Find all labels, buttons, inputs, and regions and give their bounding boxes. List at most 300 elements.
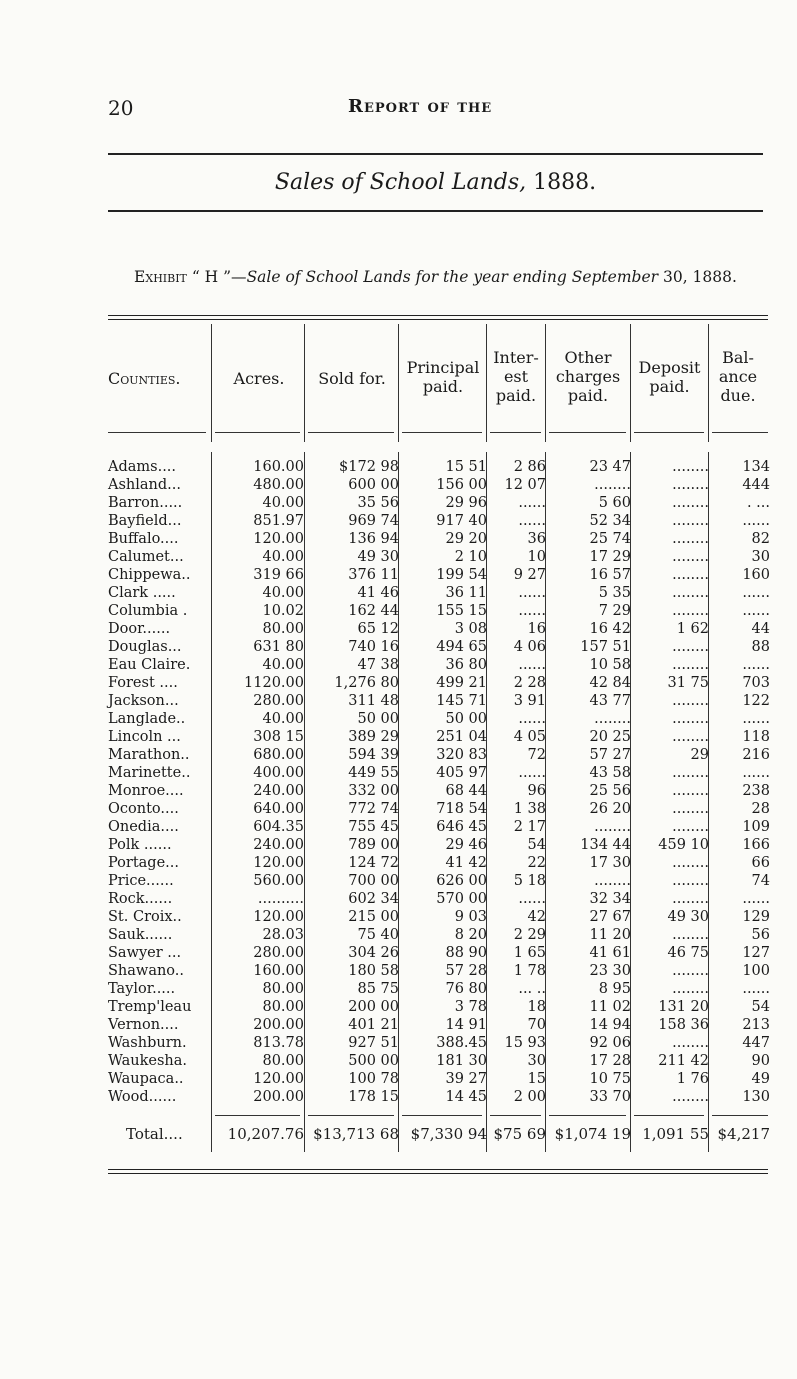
header-line: Counties. xyxy=(108,369,181,388)
deposit-cell: ........ xyxy=(672,1089,709,1105)
county-cell: Ashland... xyxy=(108,477,181,493)
balance-cell: 66 xyxy=(751,855,770,871)
total-other: $1,074 19 xyxy=(554,1125,631,1143)
deposit-cell: ........ xyxy=(672,981,709,997)
county-cell: Polk ...... xyxy=(108,837,172,853)
other-charges-cell: 32 34 xyxy=(589,891,631,907)
county-cell: Buffalo.... xyxy=(108,531,179,547)
county-cell: Taylor..... xyxy=(108,981,176,997)
county-cell: Shawano.. xyxy=(108,963,185,979)
deposit-cell: ........ xyxy=(672,891,709,907)
deposit-cell: ........ xyxy=(672,603,709,619)
principal-cell: 320 83 xyxy=(436,747,487,763)
balance-cell: 238 xyxy=(742,783,770,799)
header-rule xyxy=(549,432,626,433)
other-charges-cell: 42 84 xyxy=(589,675,631,691)
principal-cell: 405 97 xyxy=(436,765,487,781)
deposit-cell: ........ xyxy=(672,513,709,529)
table-row xyxy=(108,782,770,800)
other-charges-cell: 134 44 xyxy=(580,837,631,853)
principal-cell: 57 28 xyxy=(445,963,487,979)
table-row xyxy=(108,836,770,854)
principal-cell: 36 11 xyxy=(445,585,487,601)
acres-cell: 160.00 xyxy=(253,963,304,979)
sold-for-cell: 389 29 xyxy=(348,729,399,745)
table-row xyxy=(108,512,770,530)
sold-for-cell: 401 21 xyxy=(348,1017,399,1033)
principal-cell: 8 20 xyxy=(454,927,487,943)
acres-cell: 120.00 xyxy=(253,909,304,925)
header-line: ance xyxy=(718,367,758,386)
county-cell: Adams.... xyxy=(108,459,177,475)
county-cell: Oconto.... xyxy=(108,801,179,817)
acres-cell: 10.02 xyxy=(262,603,304,619)
column-header-interest xyxy=(487,348,545,405)
county-cell: Forest .... xyxy=(108,675,178,691)
deposit-cell: ........ xyxy=(672,531,709,547)
county-cell: Waupaca.. xyxy=(108,1071,184,1087)
principal-cell: 917 40 xyxy=(436,513,487,529)
sold-for-cell: 376 11 xyxy=(348,567,399,583)
acres-cell: 120.00 xyxy=(253,531,304,547)
other-charges-cell: 17 30 xyxy=(589,855,631,871)
header-line: paid. xyxy=(422,377,464,396)
total-rule xyxy=(490,1115,541,1116)
sold-for-cell: 178 15 xyxy=(348,1089,399,1105)
acres-cell: 120.00 xyxy=(253,855,304,871)
exhibit-mark: “ H ”— xyxy=(186,268,247,286)
other-charges-cell: 10 58 xyxy=(589,657,631,673)
deposit-cell: ........ xyxy=(672,711,709,727)
interest-cell: 2 86 xyxy=(513,459,546,475)
interest-cell: 22 xyxy=(527,855,546,871)
interest-cell: 2 17 xyxy=(513,819,546,835)
sold-for-cell: 789 00 xyxy=(348,837,399,853)
sales-table-body xyxy=(108,458,770,1106)
principal-cell: 570 00 xyxy=(436,891,487,907)
balance-cell: 134 xyxy=(742,459,770,475)
acres-cell: 200.00 xyxy=(253,1017,304,1033)
balance-cell: 127 xyxy=(742,945,770,961)
deposit-cell: 1 62 xyxy=(676,621,709,637)
deposit-cell: ........ xyxy=(672,1035,709,1051)
table-row xyxy=(108,962,770,980)
deposit-cell: ........ xyxy=(672,873,709,889)
balance-cell: ...... xyxy=(742,981,770,997)
interest-cell: ...... xyxy=(518,711,546,727)
interest-cell: ...... xyxy=(518,513,546,529)
county-cell: Lincoln ... xyxy=(108,729,181,745)
column-header-principal xyxy=(399,358,487,396)
principal-cell: 251 04 xyxy=(436,729,487,745)
acres-cell: 308 15 xyxy=(253,729,304,745)
total-sold: $13,713 68 xyxy=(313,1125,399,1143)
county-cell: Door...... xyxy=(108,621,171,637)
acres-cell: 40.00 xyxy=(262,495,304,511)
balance-cell: 88 xyxy=(751,639,770,655)
sold-for-cell: 740 16 xyxy=(348,639,399,655)
other-charges-cell: ........ xyxy=(594,477,631,493)
other-charges-cell: 157 51 xyxy=(580,639,631,655)
county-cell: Bayfield... xyxy=(108,513,182,529)
principal-cell: 50 00 xyxy=(445,711,487,727)
table-row xyxy=(108,692,770,710)
header-rule xyxy=(108,432,206,433)
table-row xyxy=(108,602,770,620)
county-cell: Waukesha. xyxy=(108,1053,188,1069)
principal-cell: 9 03 xyxy=(454,909,487,925)
other-charges-cell: 16 57 xyxy=(589,567,631,583)
acres-cell: 280.00 xyxy=(253,693,304,709)
header-rule xyxy=(712,432,768,433)
deposit-cell: ........ xyxy=(672,549,709,565)
table-row xyxy=(108,530,770,548)
acres-cell: 40.00 xyxy=(262,657,304,673)
column-header-counties xyxy=(108,369,208,388)
county-cell: Eau Claire. xyxy=(108,657,191,673)
sold-for-cell: 500 00 xyxy=(348,1053,399,1069)
interest-cell: ...... xyxy=(518,891,546,907)
interest-cell: 70 xyxy=(527,1017,546,1033)
acres-cell: 240.00 xyxy=(253,837,304,853)
balance-cell: ...... xyxy=(742,657,770,673)
column-header-other-charges xyxy=(546,348,630,405)
running-title: Report of the xyxy=(348,96,493,117)
other-charges-cell: ........ xyxy=(594,819,631,835)
principal-cell: 68 44 xyxy=(445,783,487,799)
principal-cell: 41 42 xyxy=(445,855,487,871)
deposit-cell: 46 75 xyxy=(667,945,709,961)
total-rule xyxy=(308,1115,394,1116)
balance-cell: 90 xyxy=(751,1053,770,1069)
table-row xyxy=(108,818,770,836)
balance-cell: 56 xyxy=(751,927,770,943)
principal-cell: 646 45 xyxy=(436,819,487,835)
total-deposit: 1,091 55 xyxy=(642,1125,709,1143)
other-charges-cell: 17 29 xyxy=(589,549,631,565)
balance-cell: 74 xyxy=(751,873,770,889)
sold-for-cell: 755 45 xyxy=(348,819,399,835)
acres-cell: 813.78 xyxy=(253,1035,304,1051)
exhibit-caption-text: Sale of School Lands for the year ending September xyxy=(246,268,659,286)
deposit-cell: ........ xyxy=(672,729,709,745)
principal-cell: 14 91 xyxy=(445,1017,487,1033)
principal-cell: 155 15 xyxy=(436,603,487,619)
sold-for-cell: 136 94 xyxy=(348,531,399,547)
table-row xyxy=(108,584,770,602)
table-row xyxy=(108,566,770,584)
county-cell: Rock...... xyxy=(108,891,173,907)
balance-cell: . ... xyxy=(746,495,770,511)
sold-for-cell: 162 44 xyxy=(348,603,399,619)
acres-cell: 80.00 xyxy=(262,981,304,997)
balance-cell: 100 xyxy=(742,963,770,979)
sold-for-cell: 75 40 xyxy=(357,927,399,943)
table-row xyxy=(108,494,770,512)
principal-cell: 29 96 xyxy=(445,495,487,511)
interest-cell: 18 xyxy=(527,999,546,1015)
acres-cell: 680.00 xyxy=(253,747,304,763)
table-top-rule xyxy=(108,315,768,320)
other-charges-cell: 57 27 xyxy=(589,747,631,763)
table-row xyxy=(108,1088,770,1106)
acres-cell: 480.00 xyxy=(253,477,304,493)
sold-for-cell: 180 58 xyxy=(348,963,399,979)
section-title-main: Sales of School Lands, xyxy=(274,170,527,195)
acres-cell: 851.97 xyxy=(253,513,304,529)
balance-cell: 216 xyxy=(742,747,770,763)
other-charges-cell: 16 42 xyxy=(589,621,631,637)
other-charges-cell: 11 20 xyxy=(589,927,631,943)
interest-cell: 10 xyxy=(527,549,546,565)
sold-for-cell: 200 00 xyxy=(348,999,399,1015)
balance-cell: ...... xyxy=(742,585,770,601)
rule-bottom xyxy=(108,210,763,212)
section-title-year: 1888. xyxy=(526,170,597,195)
balance-cell: 447 xyxy=(742,1035,770,1051)
county-cell: Portage... xyxy=(108,855,179,871)
acres-cell: 40.00 xyxy=(262,711,304,727)
interest-cell: 72 xyxy=(527,747,546,763)
total-balance: $4,217 xyxy=(717,1125,770,1143)
interest-cell: ...... xyxy=(518,585,546,601)
principal-cell: 14 45 xyxy=(445,1089,487,1105)
other-charges-cell: 41 61 xyxy=(589,945,631,961)
sold-for-cell: 449 55 xyxy=(348,765,399,781)
principal-cell: 29 20 xyxy=(445,531,487,547)
other-charges-cell: 5 35 xyxy=(598,585,631,601)
acres-cell: 280.00 xyxy=(253,945,304,961)
deposit-cell: ........ xyxy=(672,585,709,601)
other-charges-cell: 23 47 xyxy=(589,459,631,475)
balance-cell: 28 xyxy=(751,801,770,817)
table-row xyxy=(108,656,770,674)
balance-cell: 130 xyxy=(742,1089,770,1105)
other-charges-cell: 25 56 xyxy=(589,783,631,799)
other-charges-cell: 26 20 xyxy=(589,801,631,817)
deposit-cell: ........ xyxy=(672,783,709,799)
table-row xyxy=(108,548,770,566)
county-cell: Onedia.... xyxy=(108,819,179,835)
county-cell: Chippewa.. xyxy=(108,567,191,583)
column-header-balance xyxy=(709,348,767,405)
interest-cell: 3 91 xyxy=(513,693,546,709)
acres-cell: 160.00 xyxy=(253,459,304,475)
table-row xyxy=(108,800,770,818)
deposit-cell: 29 xyxy=(690,747,709,763)
table-row xyxy=(108,710,770,728)
principal-cell: 3 78 xyxy=(454,999,487,1015)
exhibit-caption xyxy=(108,268,763,286)
interest-cell: 54 xyxy=(527,837,546,853)
interest-cell: ...... xyxy=(518,603,546,619)
county-cell: Marinette.. xyxy=(108,765,191,781)
deposit-cell: ........ xyxy=(672,459,709,475)
deposit-cell: ........ xyxy=(672,639,709,655)
interest-cell: 15 93 xyxy=(504,1035,546,1051)
principal-cell: 88 90 xyxy=(445,945,487,961)
acres-cell: 319 66 xyxy=(253,567,304,583)
principal-cell: 626 00 xyxy=(436,873,487,889)
total-interest: $75 69 xyxy=(493,1125,546,1143)
principal-cell: 2 10 xyxy=(454,549,487,565)
principal-cell: 145 71 xyxy=(436,693,487,709)
table-row xyxy=(108,908,770,926)
other-charges-cell: 8 95 xyxy=(598,981,631,997)
acres-cell: 400.00 xyxy=(253,765,304,781)
sold-for-cell: 700 00 xyxy=(348,873,399,889)
balance-cell: ...... xyxy=(742,765,770,781)
header-line: Deposit xyxy=(638,358,701,377)
column-rule xyxy=(211,324,212,442)
deposit-cell: 131 20 xyxy=(658,999,709,1015)
sold-for-cell: 41 46 xyxy=(357,585,399,601)
balance-cell: 118 xyxy=(742,729,770,745)
interest-cell: 12 07 xyxy=(504,477,546,493)
total-label: Total.... xyxy=(126,1125,183,1143)
sold-for-cell: 85 75 xyxy=(357,981,399,997)
table-row xyxy=(108,620,770,638)
interest-cell: 1 38 xyxy=(513,801,546,817)
balance-cell: 49 xyxy=(751,1071,770,1087)
interest-cell: ... .. xyxy=(518,981,546,997)
header-line: Other xyxy=(564,348,612,367)
deposit-cell: ........ xyxy=(672,693,709,709)
acres-cell: 604.35 xyxy=(253,819,304,835)
table-row xyxy=(108,854,770,872)
deposit-cell: ........ xyxy=(672,765,709,781)
other-charges-cell: 11 02 xyxy=(589,999,631,1015)
column-header-acres xyxy=(213,369,305,388)
deposit-cell: ........ xyxy=(672,495,709,511)
principal-cell: 15 51 xyxy=(445,459,487,475)
sold-for-cell: 124 72 xyxy=(348,855,399,871)
table-row xyxy=(108,890,770,908)
sold-for-cell: 772 74 xyxy=(348,801,399,817)
header-line: due. xyxy=(720,386,756,405)
sold-for-cell: 47 38 xyxy=(357,657,399,673)
county-cell: Douglas... xyxy=(108,639,182,655)
sold-for-cell: 311 48 xyxy=(348,693,399,709)
acres-cell: 80.00 xyxy=(262,999,304,1015)
header-rule xyxy=(634,432,704,433)
interest-cell: ...... xyxy=(518,657,546,673)
county-cell: Tremp'leau xyxy=(108,999,192,1015)
acres-cell: 120.00 xyxy=(253,1071,304,1087)
other-charges-cell: 25 74 xyxy=(589,531,631,547)
acres-cell: .......... xyxy=(257,891,304,907)
county-cell: Marathon.. xyxy=(108,747,190,763)
balance-cell: 44 xyxy=(751,621,770,637)
total-rule xyxy=(712,1115,768,1116)
table-bottom-rule xyxy=(108,1169,768,1174)
county-cell: Price...... xyxy=(108,873,174,889)
other-charges-cell: 7 29 xyxy=(598,603,631,619)
balance-cell: 129 xyxy=(742,909,770,925)
acres-cell: 1120.00 xyxy=(244,675,304,691)
acres-cell: 200.00 xyxy=(253,1089,304,1105)
county-cell: Monroe.... xyxy=(108,783,184,799)
balance-cell: ...... xyxy=(742,711,770,727)
column-header-deposit xyxy=(631,358,708,396)
sold-for-cell: 65 12 xyxy=(357,621,399,637)
sold-for-cell: 215 00 xyxy=(348,909,399,925)
total-rule xyxy=(402,1115,482,1116)
balance-cell: 82 xyxy=(751,531,770,547)
principal-cell: 36 80 xyxy=(445,657,487,673)
deposit-cell: ........ xyxy=(672,963,709,979)
sold-for-cell: 969 74 xyxy=(348,513,399,529)
exhibit-lead: Exhibit xyxy=(134,268,187,286)
acres-cell: 240.00 xyxy=(253,783,304,799)
total-rule xyxy=(215,1115,300,1116)
principal-cell: 29 46 xyxy=(445,837,487,853)
county-cell: St. Croix.. xyxy=(108,909,182,925)
table-row xyxy=(108,1070,770,1088)
section-title xyxy=(108,170,763,195)
acres-cell: 631 80 xyxy=(253,639,304,655)
balance-cell: 54 xyxy=(751,999,770,1015)
county-cell: Clark ..... xyxy=(108,585,176,601)
principal-cell: 76 80 xyxy=(445,981,487,997)
interest-cell: 96 xyxy=(527,783,546,799)
header-line: charges xyxy=(555,367,621,386)
other-charges-cell: 10 75 xyxy=(589,1071,631,1087)
other-charges-cell: 14 94 xyxy=(589,1017,631,1033)
table-row xyxy=(108,944,770,962)
balance-cell: ...... xyxy=(742,513,770,529)
sold-for-cell: 1,276 80 xyxy=(334,675,399,691)
acres-cell: 80.00 xyxy=(262,621,304,637)
other-charges-cell: 33 70 xyxy=(589,1089,631,1105)
other-charges-cell: 27 67 xyxy=(589,909,631,925)
deposit-cell: ........ xyxy=(672,567,709,583)
other-charges-cell: 43 77 xyxy=(589,693,631,709)
county-cell: Columbia . xyxy=(108,603,188,619)
balance-cell: 444 xyxy=(742,477,770,493)
interest-cell: 16 xyxy=(527,621,546,637)
principal-cell: 156 00 xyxy=(436,477,487,493)
interest-cell: 1 78 xyxy=(513,963,546,979)
header-line: paid. xyxy=(649,377,690,396)
county-cell: Calumet... xyxy=(108,549,184,565)
interest-cell: ...... xyxy=(518,765,546,781)
interest-cell: 5 18 xyxy=(513,873,546,889)
other-charges-cell: 20 25 xyxy=(589,729,631,745)
deposit-cell: ........ xyxy=(672,855,709,871)
total-rule xyxy=(634,1115,704,1116)
sold-for-cell: 600 00 xyxy=(348,477,399,493)
balance-cell: 30 xyxy=(751,549,770,565)
balance-cell: 213 xyxy=(742,1017,770,1033)
interest-cell: 30 xyxy=(527,1053,546,1069)
deposit-cell: ........ xyxy=(672,927,709,943)
table-row xyxy=(108,872,770,890)
header-line: Bal- xyxy=(722,348,754,367)
acres-cell: 40.00 xyxy=(262,585,304,601)
sold-for-cell: 100 78 xyxy=(348,1071,399,1087)
deposit-cell: 49 30 xyxy=(667,909,709,925)
interest-cell: 9 27 xyxy=(513,567,546,583)
interest-cell: ...... xyxy=(518,495,546,511)
balance-cell: 109 xyxy=(742,819,770,835)
other-charges-cell: ........ xyxy=(594,873,631,889)
sold-for-cell: 602 34 xyxy=(348,891,399,907)
header-rule xyxy=(402,432,482,433)
other-charges-cell: 52 34 xyxy=(589,513,631,529)
header-rule xyxy=(490,432,541,433)
interest-cell: 2 00 xyxy=(513,1089,546,1105)
